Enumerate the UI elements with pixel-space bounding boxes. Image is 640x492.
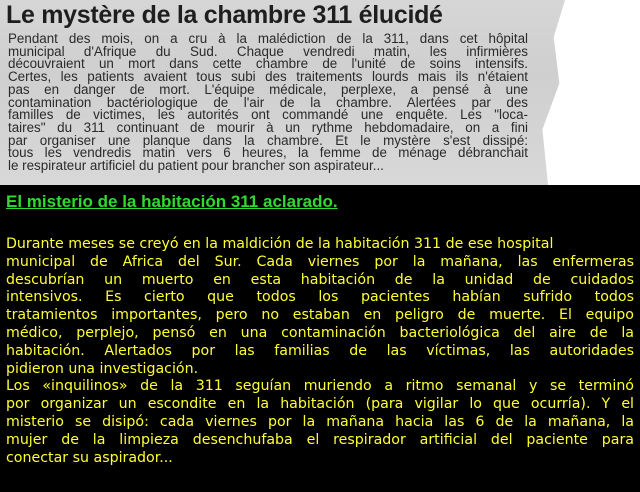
clipping-line: tous les vendredis matin vers 6 heures, la femme de ménage débranchait xyxy=(8,145,528,161)
clipping-line: Certes, les patients avaient tous subi des traitements lourds mais ils n'étaient xyxy=(8,69,528,85)
newspaper-clipping xyxy=(0,0,640,185)
translation-line: intensivos. Es cierto que todos los pacientes habían sufrido todos xyxy=(6,289,634,306)
clipping-line: le respirateur artificiel du patient pour brancher son aspirateur... xyxy=(8,158,384,174)
translation-line: habitación. Alertados por las familias de las víctimas, las autoridades xyxy=(6,342,634,359)
clipping-headline: Le mystère de la chambre 311 élucidé xyxy=(6,1,443,29)
clipping-line: taires" du 311 continuant de mourir à un rythme hebdomadaire, on a fini xyxy=(8,119,528,135)
clipping-line: contamination bactériologique de l'air de la chambre. Alertées par des xyxy=(8,94,528,110)
translation-panel xyxy=(0,185,640,492)
translation-line: tratamientos importantes, pero no estaban en peligro de muerte. El equipo xyxy=(6,307,634,324)
translation-title: El misterio de la habitación 311 aclarado. xyxy=(6,192,338,211)
clipping-line: municipal d'Afrique du Sud. Chaque vendredi matin, les infirmières xyxy=(8,43,528,59)
clipping-line: par organiser une planque dans la chambre. Et le mystère s'est dissipé: xyxy=(8,132,528,148)
clipping-line: découvraient un mort dans cette chambre de l'unité de soins intensifs. xyxy=(8,56,528,72)
translation-line: municipal de Africa del Sur. Cada viernes por la mañana, las enfermeras xyxy=(6,253,634,270)
translation-body xyxy=(6,236,634,467)
translation-line: misterio se disipó: cada viernes por la mañana hacia las 6 de la mañana, la xyxy=(6,413,634,430)
translation-line: Durante meses se creyó en la maldición de la habitación 311 de ese hospital xyxy=(6,236,554,252)
clipping-line: familles de victimes, les autorités ont commandé une enquête. Les "loca- xyxy=(8,107,528,123)
translation-line: conectar su aspirador... xyxy=(6,449,173,466)
translation-line: pidieron una investigación. xyxy=(6,360,199,377)
translation-line: por organizar un escondite en la habitación (para vigilar lo que ocurría). Y el xyxy=(6,396,634,413)
translation-line: médico, perplejo, pensó en una contaminación bacteriológica del aire de la xyxy=(6,324,634,341)
clipping-body xyxy=(8,33,528,173)
clipping-line: pas en danger de mort. L'équipe médicale, perplexe, a pensé à une xyxy=(8,81,528,97)
clipping-line: Pendant des mois, on a cru à la malédiction de la 311, dans cet hôpital xyxy=(8,31,528,46)
translation-line: mujer de la limpieza desenchufaba el respirador artificial del paciente para xyxy=(6,431,634,448)
translation-line: descubrían un muerto en esta habitación de la unidad de cuidados xyxy=(6,271,634,288)
translation-line: Los «inquilinos» de la 311 seguían muriendo a ritmo semanal y se terminó xyxy=(6,378,634,395)
